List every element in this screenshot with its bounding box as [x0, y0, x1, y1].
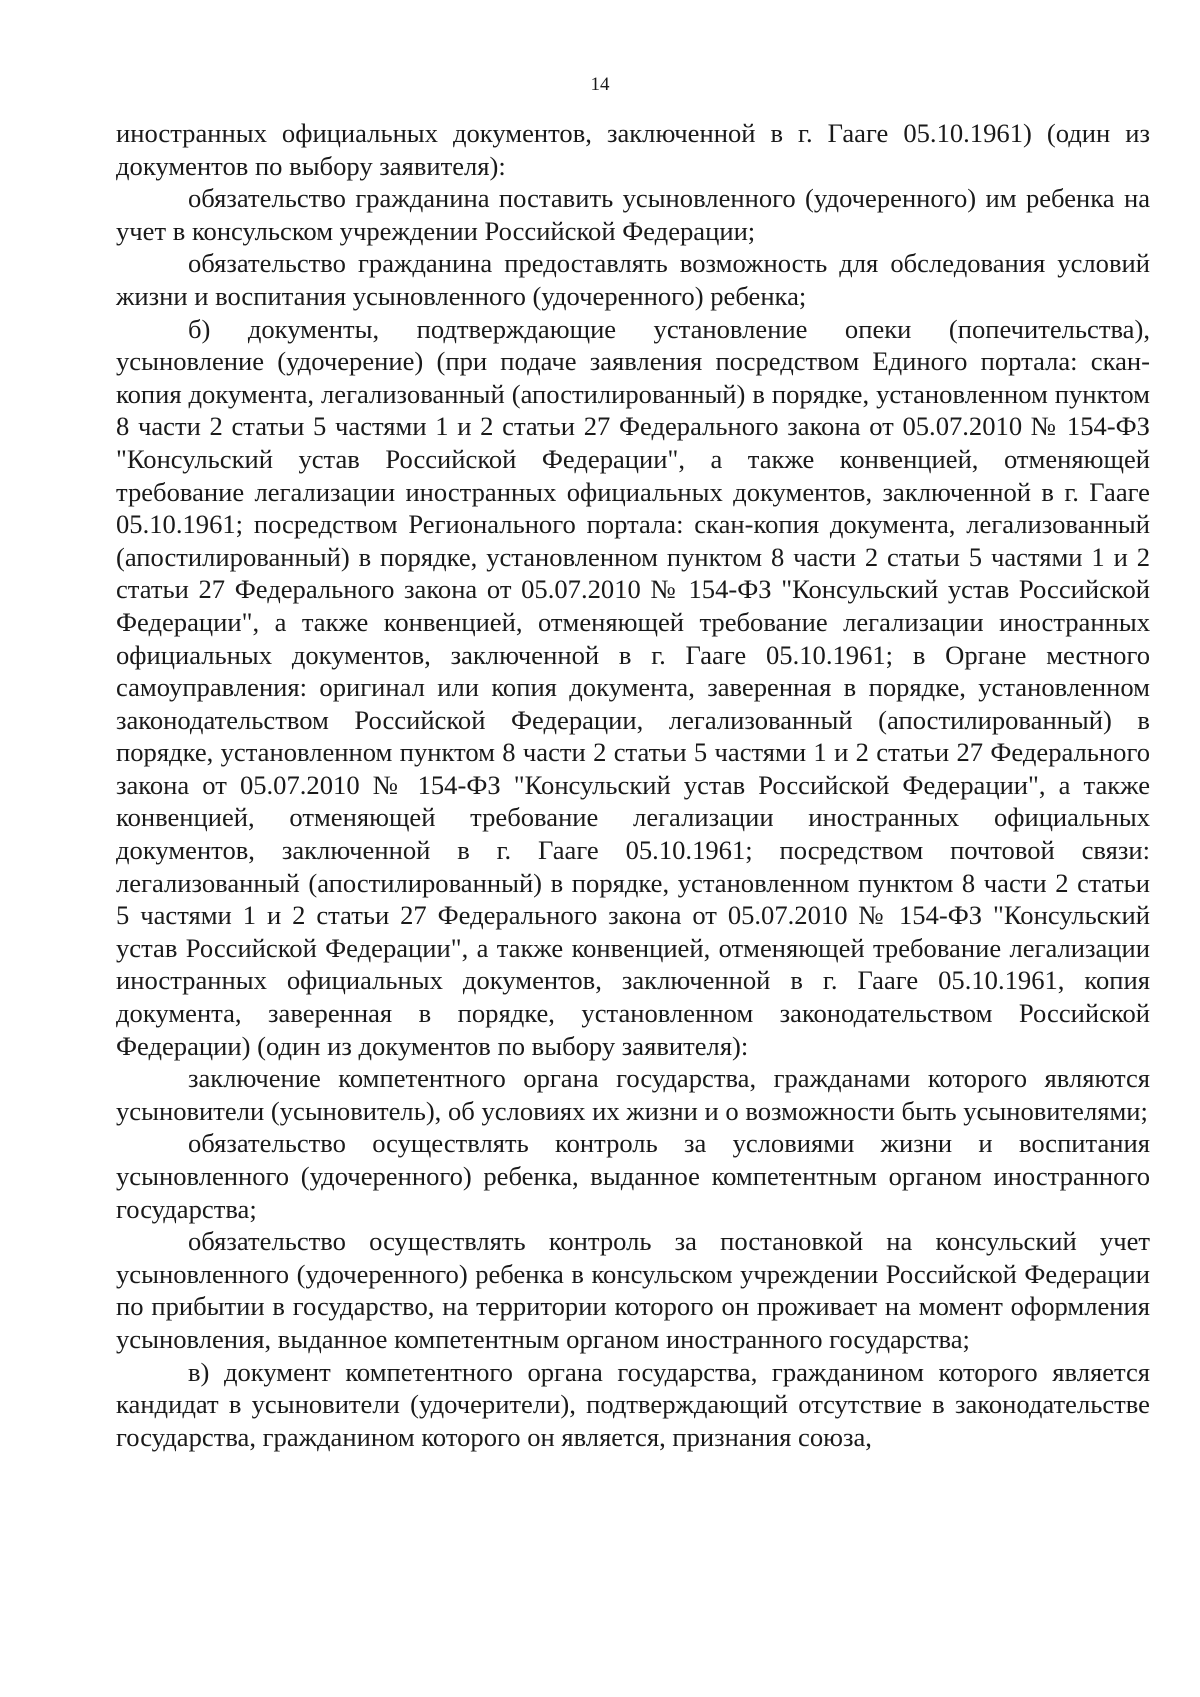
paragraph-obligation-consular-registration: обязательство гражданина поставить усыновленного (удочеренного) им ребенка на учет в консульском учреждении Российской Федерации; — [116, 183, 1150, 246]
paragraph-continuation: иностранных официальных документов, заключенной в г. Гааге 05.10.1961) (один из документов по выбору заявителя): — [116, 118, 1150, 181]
paragraph-item-b-documents: б) документы, подтверждающие установление опеки (попечительства), усыновление (удочерение) (при подаче заявления посредством Единого портала: скан-копия документа, легализованный (апостилированный) в порядке, установленном пунктом 8 части 2 статьи 5 частями 1 и 2 статьи 27 Федерального закона от 05.07.2010 № 154-ФЗ "Консульский устав Российской Федерации", а также конвенцией, отменяющей требование легализации иностранных официальных документов, заключенной в г. Гааге 05.10.1961; посредством Регионального портала: скан-копия документа, легализованный (апостилированный) в порядке, установленном пунктом 8 части 2 статьи 5 частями 1 и 2 статьи 27 Федерального закона от 05.07.2010 № 154-ФЗ "Консульский устав Российской Федерации", а также конвенцией, отменяющей требование легализации иностранных официальных документов, заключенной в г. Гааге 05.10.1961; в Органе местного самоуправления: оригинал или копия документа, заверенная в порядке, установленном законодательством Российской Федерации, легализованный (апостилированный) в порядке, установленном пунктом 8 части 2 статьи 5 частями 1 и 2 статьи 27 Федерального закона от 05.07.2010 № 154-ФЗ "Консульский устав Российской Федерации", а также конвенцией, отменяющей требование легализации иностранных официальных документов, заключенной в г. Гааге 05.10.1961; посредством почтовой связи: легализованный (апостилированный) в порядке, установленном пунктом 8 части 2 статьи 5 частями 1 и 2 статьи 27 Федерального закона от 05.07.2010 № 154-ФЗ "Консульский устав Российской Федерации", а также конвенцией, отменяющей требование легализации иностранных официальных документов, заключенной в г. Гааге 05.10.1961, копия документа, заверенная в порядке, установленном законодательством Российской Федерации) (один из документов по выбору заявителя): — [116, 313, 1150, 1061]
paragraph-competent-authority-conclusion: заключение компетентного органа государства, гражданами которого являются усыновители (усыновитель), об условиях их жизни и о возможности быть усыновителями; — [116, 1063, 1150, 1126]
paragraph-item-v-document: в) документ компетентного органа государства, гражданином которого является кандидат в усыновители (удочерители), подтверждающий отсутствие в законодательстве государства, гражданином которого он является, признания союза, — [116, 1356, 1150, 1452]
paragraph-control-living-conditions: обязательство осуществлять контроль за условиями жизни и воспитания усыновленного (удочеренного) ребенка, выданное компетентным органом иностранного государства; — [116, 1128, 1150, 1224]
page-number: 14 — [590, 74, 610, 95]
document-body — [116, 117, 1150, 1453]
paragraph-control-consular-registration: обязательство осуществлять контроль за постановкой на консульский учет усыновленного (удочеренного) ребенка в консульском учреждении Российской Федерации по прибытии в государство, на территории которого он проживает на момент оформления усыновления, выданное компетентным органом иностранного государства; — [116, 1226, 1150, 1354]
paragraph-obligation-inspection: обязательство гражданина предоставлять возможность для обследования условий жизни и воспитания усыновленного (удочеренного) ребенка; — [116, 248, 1150, 311]
